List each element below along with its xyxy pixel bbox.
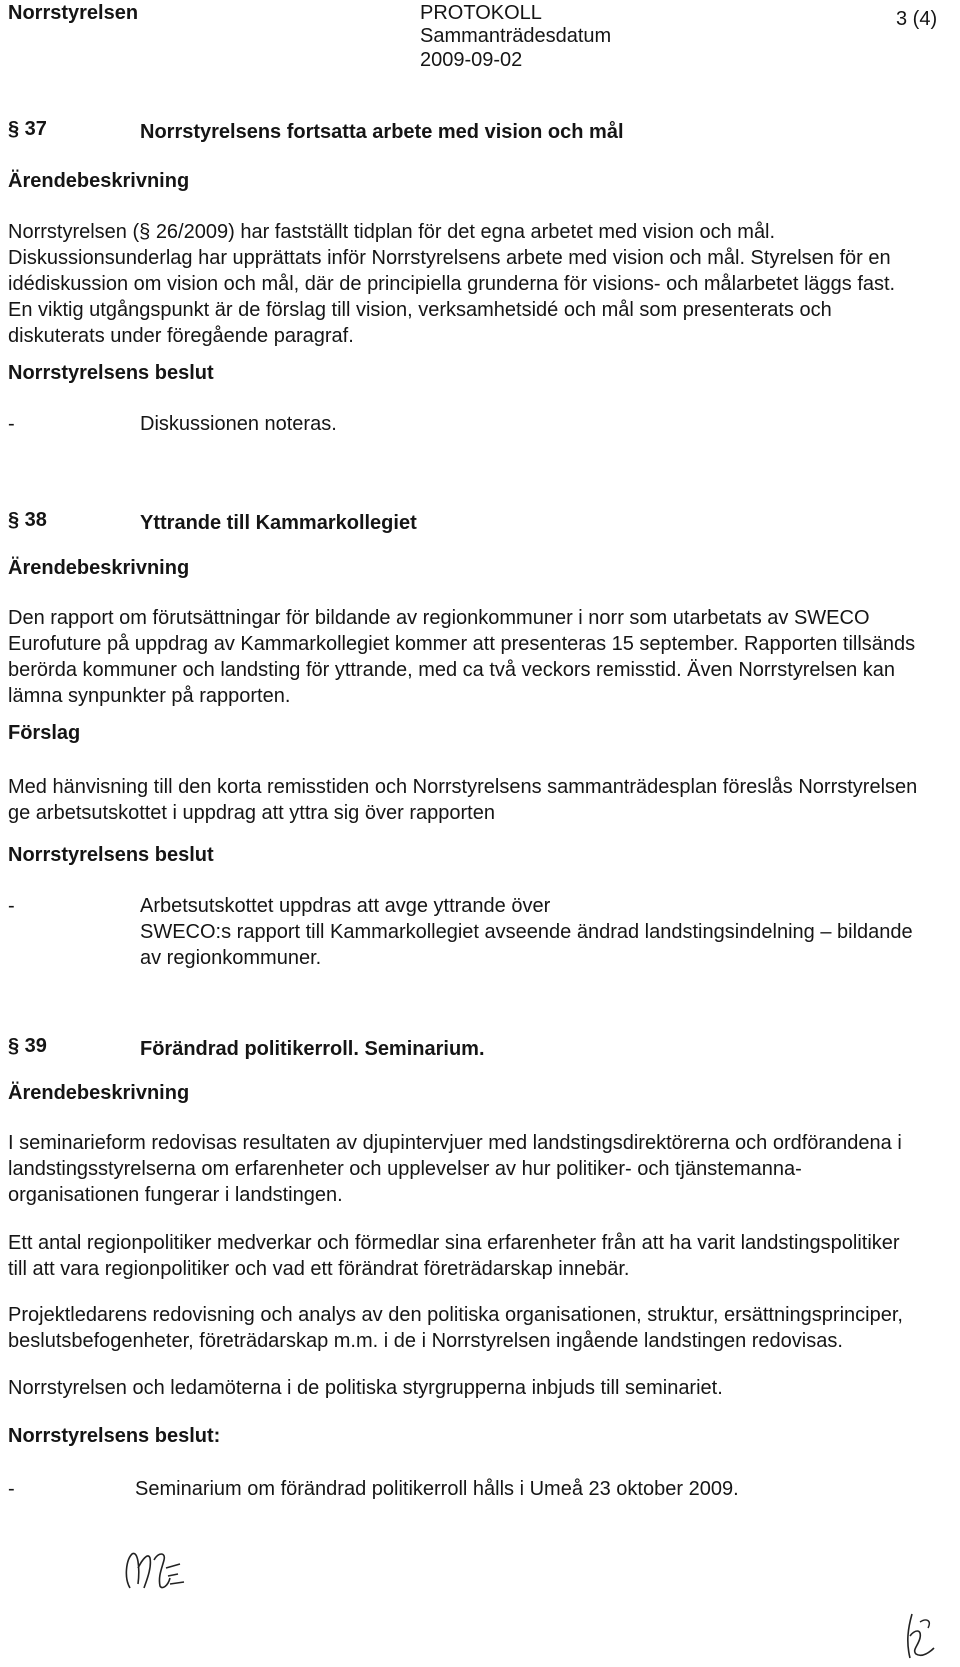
section-38-decision [140, 893, 913, 971]
text-line: till att vara regionpolitiker och vad ett förändrat företrädarskap innebär. [8, 1258, 630, 1280]
section-37-decision-dash: - [8, 413, 15, 435]
text-line: av regionkommuner. [140, 947, 322, 969]
header-date-label: Sammanträdesdatum [420, 25, 612, 47]
signature-initials-left [118, 1538, 198, 1598]
text-line: lämna synpunkter på rapporten. [8, 685, 291, 707]
section-39-decision-dash: - [8, 1478, 15, 1500]
section-37-decision-heading: Norrstyrelsens beslut [8, 362, 214, 384]
section-38-proposal-heading: Förslag [8, 722, 81, 744]
section-37-desc-heading: Ärendebeskrivning [8, 170, 190, 192]
text-line: Med hänvisning till den korta remisstiden och Norrstyrelsens sammanträdesplan föreslås Norrstyrelsen [8, 776, 918, 798]
text-line: I seminarieform redovisas resultaten av djupintervjuer med landstingsdirektörerna och ordförandena i [8, 1132, 902, 1154]
header-org: Norrstyrelsen [8, 2, 139, 24]
section-38-desc-heading: Ärendebeskrivning [8, 557, 190, 579]
section-38-description [8, 605, 958, 709]
section-39-paragraph-4: Norrstyrelsen och ledamöterna i de politiska styrgrupperna inbjuds till seminariet. [8, 1377, 723, 1399]
section-39-title: Förändrad politikerroll. Seminarium. [140, 1038, 485, 1060]
section-37-decision: Diskussionen noteras. [140, 413, 337, 435]
text-line: landstingsstyrelserna om erfarenheter och upplevelser av hur politiker- och tjänstemanna- [8, 1158, 802, 1180]
text-line: beslutsbefogenheter, företrädarskap m.m. i de i Norrstyrelsen ingående landstingen redovisas. [8, 1330, 843, 1352]
section-37-description [8, 219, 958, 349]
section-37-number: § 37 [8, 118, 47, 140]
text-line: Eurofuture på uppdrag av Kammarkollegiet kommer att presenteras 15 september. Rapporten tillsänds [8, 633, 916, 655]
signature-initials-right [898, 1608, 948, 1664]
text-line: idédiskussion om vision och mål, där de principiella grunderna för visions- och målarbetet läggs fast. [8, 273, 896, 295]
section-39-number: § 39 [8, 1035, 47, 1057]
header-date: 2009-09-02 [420, 49, 523, 71]
section-38-decision-heading: Norrstyrelsens beslut [8, 844, 214, 866]
section-37-title: Norrstyrelsens fortsatta arbete med vision och mål [140, 121, 624, 143]
text-line: organisationen fungerar i landstingen. [8, 1184, 343, 1206]
text-line: SWECO:s rapport till Kammarkollegiet avseende ändrad landstingsindelning – bildande [140, 921, 913, 943]
text-line: diskuterats under föregående paragraf. [8, 325, 354, 347]
text-line: Projektledarens redovisning och analys av den politiska organisationen, struktur, ersättningsprinciper, [8, 1304, 903, 1326]
section-38-decision-dash: - [8, 895, 15, 917]
text-line: En viktig utgångspunkt är de förslag till vision, verksamhetsidé och mål som presenterats och [8, 299, 832, 321]
section-38-proposal [8, 774, 958, 826]
text-line: Ett antal regionpolitiker medverkar och förmedlar sina erfarenheter från att ha varit landstingspolitiker [8, 1232, 900, 1254]
text-line: Norrstyrelsen (§ 26/2009) har fastställt tidplan för det egna arbetet med vision och mål. [8, 221, 776, 243]
text-line: Diskussionsunderlag har upprättats inför Norrstyrelsens arbete med vision och mål. Styrelsen för en [8, 247, 891, 269]
text-line: ge arbetsutskottet i uppdrag att yttra sig över rapporten [8, 802, 495, 824]
section-39-decision-heading: Norrstyrelsens beslut: [8, 1425, 221, 1447]
text-line: berörda kommuner och landsting för yttrande, med ca två veckors remisstid. Även Norrstyrelsen kan [8, 659, 896, 681]
header-page-number: 3 (4) [896, 8, 938, 30]
section-38-title: Yttrande till Kammarkollegiet [140, 512, 417, 534]
section-39-paragraph-2 [8, 1230, 958, 1282]
section-38-number: § 38 [8, 509, 47, 531]
section-39-decision: Seminarium om förändrad politikerroll hålls i Umeå 23 oktober 2009. [135, 1478, 739, 1500]
text-line: Den rapport om förutsättningar för bildande av regionkommuner i norr som utarbetats av SWECO [8, 607, 870, 629]
section-39-desc-heading: Ärendebeskrivning [8, 1082, 190, 1104]
header-doc-type: PROTOKOLL [420, 2, 542, 24]
text-line: Arbetsutskottet uppdras att avge yttrande över [140, 895, 551, 917]
section-39-paragraph-3 [8, 1302, 958, 1354]
section-39-paragraph-1 [8, 1130, 958, 1208]
